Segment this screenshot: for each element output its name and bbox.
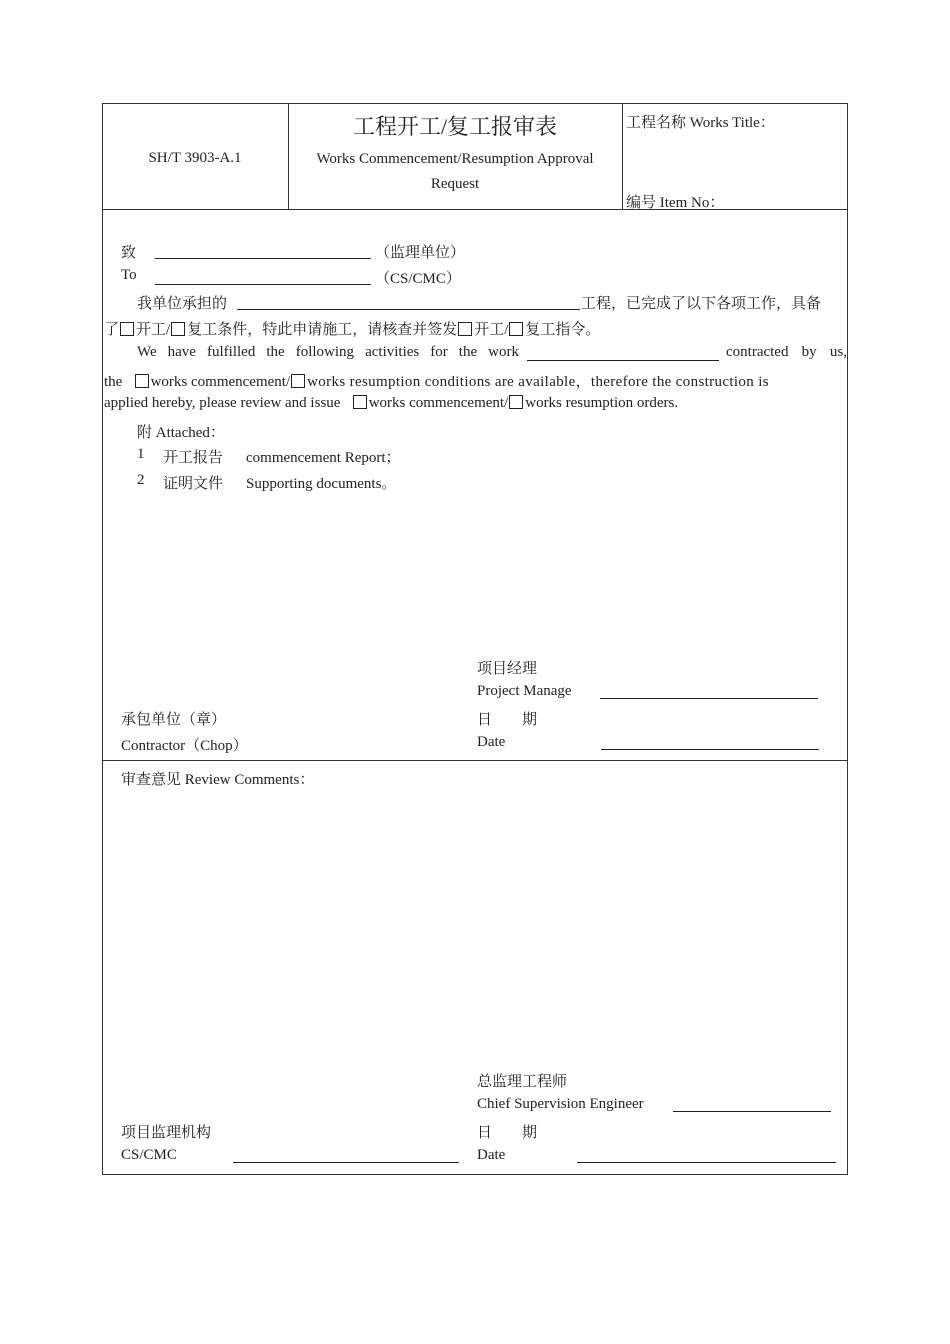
review-comments-label: 审查意见 Review Comments： [121,772,315,788]
cn-p2-kaigong: 开工/ [136,322,171,338]
supervision-org-en: CS/CMC [121,1147,177,1163]
to-cn-label: 致 [121,245,137,261]
form-code: SH/T 3903-A.1 [148,150,242,166]
attachment-2-cn: 证明文件 [163,476,224,492]
cn-p2-kaigong2: 开工/ [474,322,509,338]
en-l3-a: works commencement/ [368,395,509,411]
cn-paragraph-line1-start: 我单位承担的 [137,296,228,312]
cn-p2-fugong: 复工条件，特此申请施工，请核查并签发 [187,322,458,338]
header-col-divider-2 [622,103,623,209]
contractor-date-cn: 日 期 [477,712,538,728]
review-divider [102,760,848,761]
attachment-1-en: commencement Report； [246,450,401,466]
en-l2-b: works resumption conditions are available，therefore the construction is [307,374,769,390]
to-cn-suffix: （监理单位） [375,245,466,261]
en-l2-the: the [104,374,123,390]
cn-p2-end: 复工指令。 [525,322,601,338]
en-paragraph-line3 [104,395,678,412]
review-date-en: Date [477,1147,506,1163]
item-no-label: 编号 Item No： [626,195,725,211]
cn-paragraph-line2 [104,318,600,339]
en-l3-start: applied hereby, please review and issue [104,395,341,411]
en-resumption-order-checkbox[interactable] [509,395,523,409]
attachment-1-cn: 开工报告 [163,450,224,466]
page-title: 工程开工/复工报审表 [352,114,558,139]
attachment-2-en: Supporting documents。 [246,476,397,492]
chief-engineer-signature-field[interactable] [673,1111,831,1112]
page-title-en-line1: Works Commencement/Resumption Approval [316,151,594,167]
review-date-field[interactable] [577,1162,836,1163]
supervision-org-cn: 项目监理机构 [121,1125,212,1141]
chief-engineer-en: Chief Supervision Engineer [477,1096,644,1112]
supervisor-unit-field[interactable] [155,258,371,259]
commencement-checkbox[interactable] [120,322,134,336]
project-name-field[interactable] [237,309,580,310]
contractor-date-en: Date [477,734,506,750]
en-commencement-checkbox[interactable] [135,374,149,388]
attachment-1-num: 1 [137,446,145,462]
en-l2-a: works commencement/ [150,374,291,390]
project-manager-cn: 项目经理 [477,661,538,677]
contractor-en: Contractor（Chop） [121,738,248,754]
supervision-org-signature-field[interactable] [233,1162,459,1163]
cs-cmc-field[interactable] [155,284,371,285]
work-name-field[interactable] [527,360,719,361]
project-manager-signature-field[interactable] [600,698,818,699]
project-manager-en: Project Manage [477,683,572,699]
contractor-cn: 承包单位（章） [121,712,227,728]
to-en-suffix: （CS/CMC） [375,271,461,287]
en-l3-b: works resumption orders. [525,395,679,411]
page-title-en-line2: Request [430,176,480,192]
en-commencement-order-checkbox[interactable] [353,395,367,409]
en-paragraph-line1-end: contracted by us, [726,344,847,360]
cn-paragraph-line1-end: 工程，已完成了以下各项工作，具备 [581,296,822,312]
header-divider [102,209,848,210]
commencement-order-checkbox[interactable] [458,322,472,336]
contractor-date-field[interactable] [601,749,819,750]
en-resumption-checkbox[interactable] [291,374,305,388]
resumption-order-checkbox[interactable] [509,322,523,336]
chief-engineer-cn: 总监理工程师 [477,1074,568,1090]
resumption-checkbox[interactable] [171,322,185,336]
en-paragraph-line2 [104,370,847,391]
cn-p2-start: 了 [104,322,120,338]
en-paragraph-line1-start: We have fulfilled the following activities for the work [137,344,519,360]
form-frame [102,103,848,1175]
attachment-2-num: 2 [137,472,145,488]
attached-label: 附 Attached： [137,425,225,441]
review-date-cn: 日 期 [477,1125,538,1141]
to-en-label: To [121,267,137,283]
works-title-label: 工程名称 Works Title： [626,115,775,131]
